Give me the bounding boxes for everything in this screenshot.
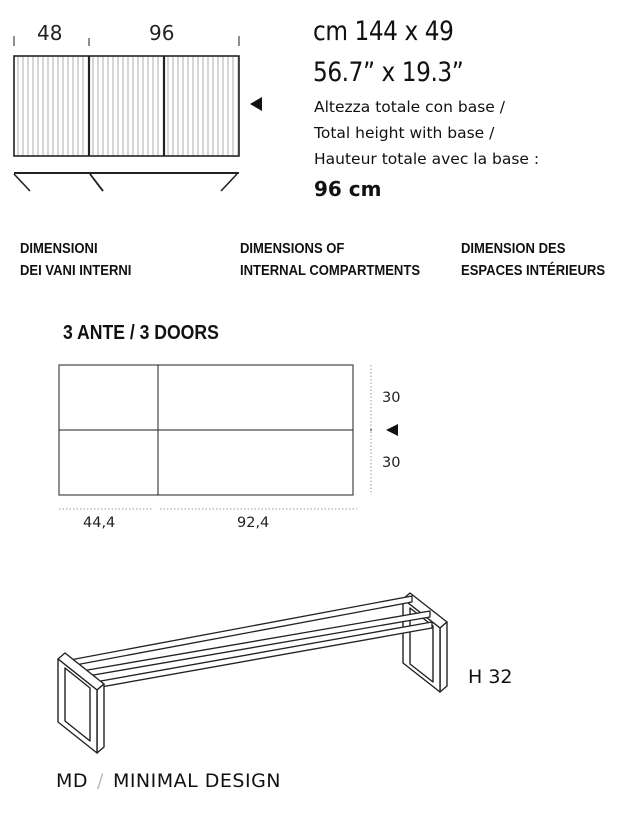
size-inch: 56.7” x 19.3” bbox=[313, 57, 464, 88]
rail-top-front bbox=[76, 611, 430, 678]
brand-short: MD bbox=[56, 770, 89, 792]
section-heading-en-line2: INTERNAL COMPARTMENTS bbox=[240, 263, 421, 279]
height-value: 96 cm bbox=[314, 177, 382, 201]
section-heading-it-line2: DEI VANI INTERNI bbox=[20, 263, 132, 279]
dim-width-right: 96 bbox=[149, 21, 175, 45]
compartment-height-top: 30 bbox=[382, 390, 401, 406]
brand-footer bbox=[56, 770, 281, 792]
compartment-height-bottom: 30 bbox=[382, 455, 401, 471]
section-heading-fr-line2: ESPACES INTÉRIEURS bbox=[461, 263, 606, 279]
left-frame-side bbox=[97, 684, 104, 753]
height-label-it: Altezza totale con base / bbox=[314, 98, 505, 116]
section-heading-it-line1: DIMENSIONI bbox=[20, 241, 98, 257]
compartment-width-left: 44,4 bbox=[83, 515, 116, 531]
size-cm: cm 144 x 49 bbox=[313, 16, 454, 47]
section-heading-fr-line1: DIMENSION DES bbox=[461, 241, 566, 257]
rail-lower bbox=[84, 622, 432, 690]
brand-separator: / bbox=[97, 770, 104, 792]
compartment-width-right: 92,4 bbox=[237, 515, 270, 531]
brand-name: MINIMAL DESIGN bbox=[112, 770, 282, 792]
height-label-fr: Hauteur totale avec la base : bbox=[314, 150, 540, 168]
section-heading-en-line1: DIMENSIONS OF bbox=[240, 241, 345, 257]
dim-width-left: 48 bbox=[37, 21, 63, 45]
height-label-en: Total height with base / bbox=[314, 124, 495, 142]
section-heading-fr bbox=[461, 238, 605, 282]
base-height-label: H 32 bbox=[468, 666, 513, 688]
right-frame-side bbox=[440, 622, 447, 692]
doors-title: 3 ANTE / 3 DOORS bbox=[63, 322, 219, 344]
